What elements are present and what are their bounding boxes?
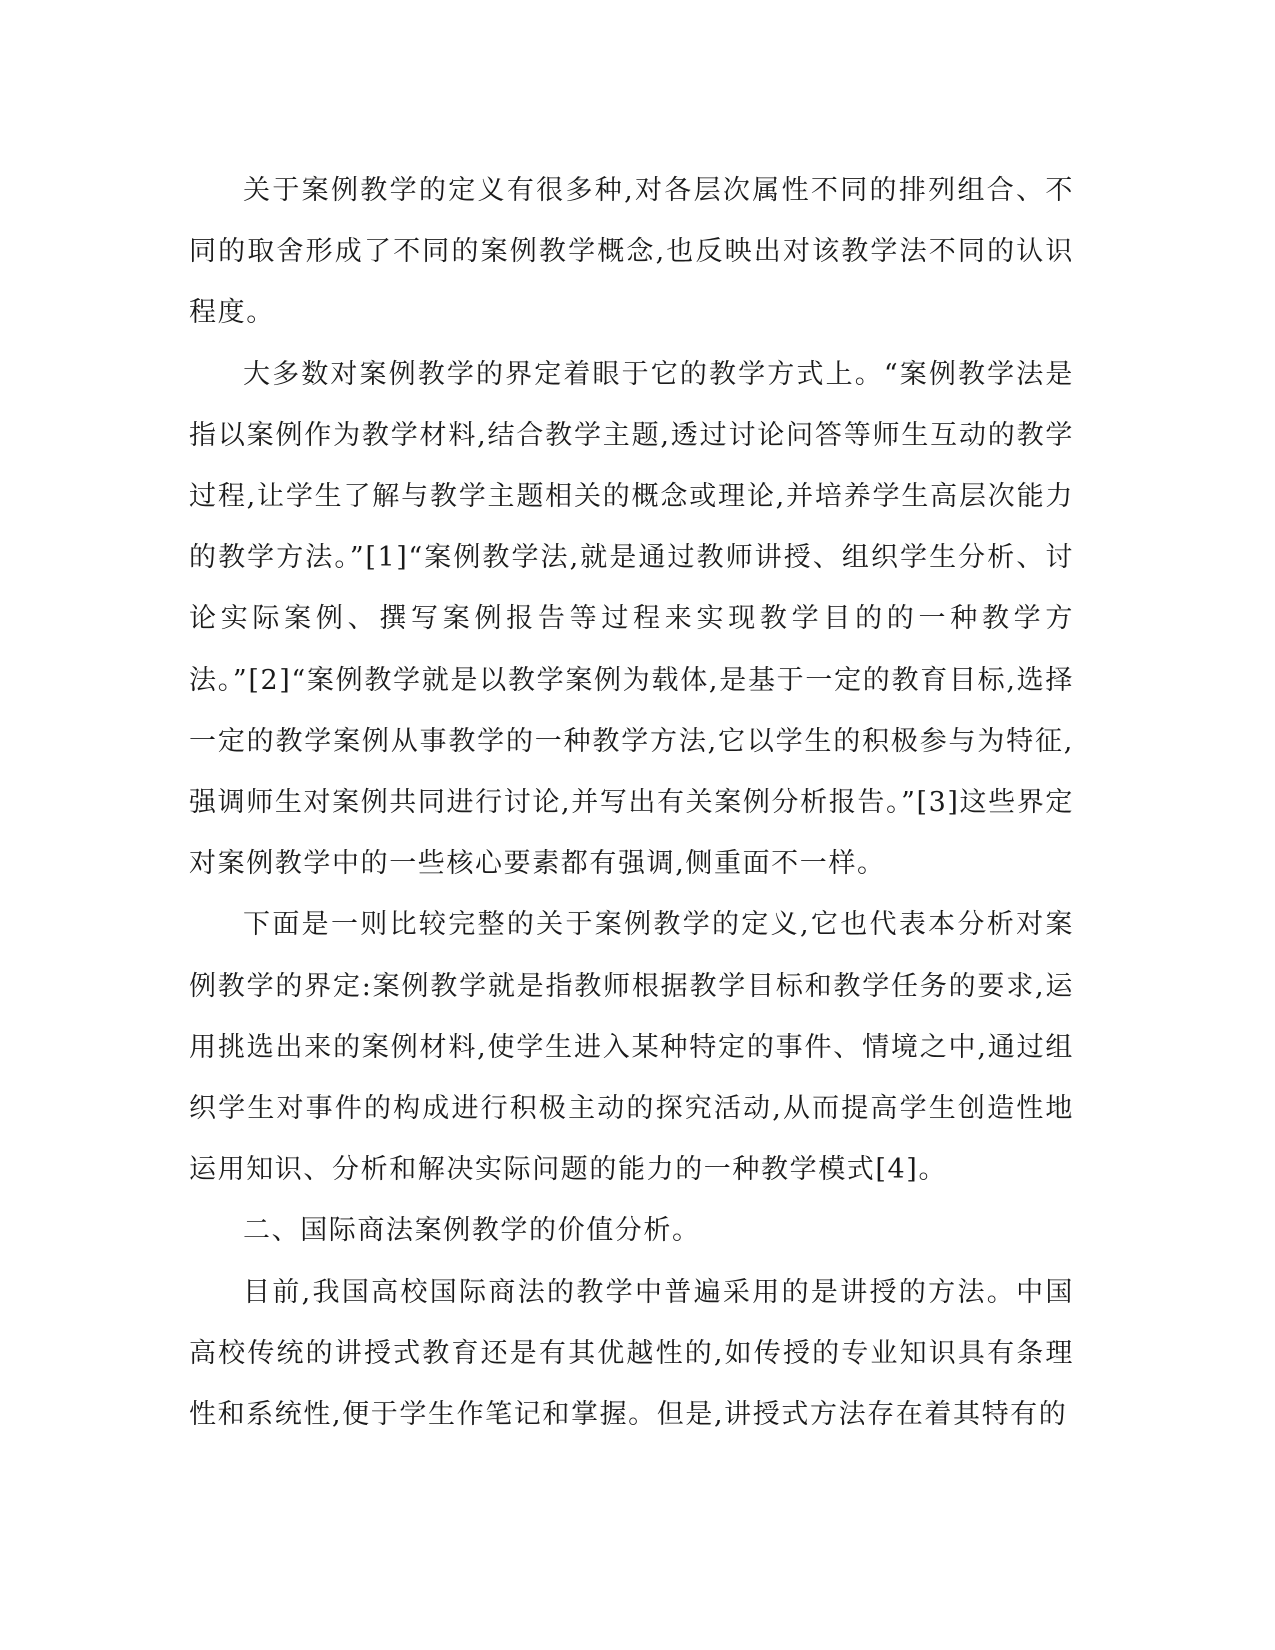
paragraph-definition-intro: 关于案例教学的定义有很多种,对各层次属性不同的排列组合、不同的取舍形成了不同的案例教学概念,也反映出对该教学法不同的认识程度。	[189, 175, 1074, 329]
paragraph-definitions-quoted: 大多数对案例教学的界定着眼于它的教学方式上。“案例教学法是指以案例作为教学材料,结合教学主题,透过讨论问答等师生互动的教学过程,让学生了解与教学主题相关的概念或理论,并培养学生高层次能力的教学方法。”[1]“案例教学法,就是通过教师讲授、组织学生分析、讨论实际案例、撰写案例报告等过程来实现教学目的的一种教学方法。”[2]“案例教学就是以教学案例为载体,是基于一定的教育目标,选择一定的教学案例从事教学的一种教学方法,它以学生的积极参与为特征,强调师生对案例共同进行讨论,并写出有关案例分析报告。”[3]这些界定对案例教学中的一些核心要素都有强调,侧重面不一样。	[189, 358, 1074, 880]
document-body	[189, 160, 1074, 1445]
paragraph-complete-definition: 下面是一则比较完整的关于案例教学的定义,它也代表本分析对案例教学的界定:案例教学就是指教师根据教学目标和教学任务的要求,运用挑选出来的案例材料,使学生进入某种特定的事件、情境之中,通过组织学生对事件的构成进行积极主动的探究活动,从而提高学生创造性地运用知识、分析和解决实际问题的能力的一种教学模式[4]。	[189, 909, 1074, 1186]
paragraph-current-teaching: 目前,我国高校国际商法的教学中普遍采用的是讲授的方法。中国高校传统的讲授式教育还是有其优越性的,如传授的专业知识具有条理性和系统性,便于学生作笔记和掌握。但是,讲授式方法存在着其特有的	[189, 1276, 1074, 1431]
section-heading: 二、国际商法案例教学的价值分析。	[243, 1215, 701, 1247]
